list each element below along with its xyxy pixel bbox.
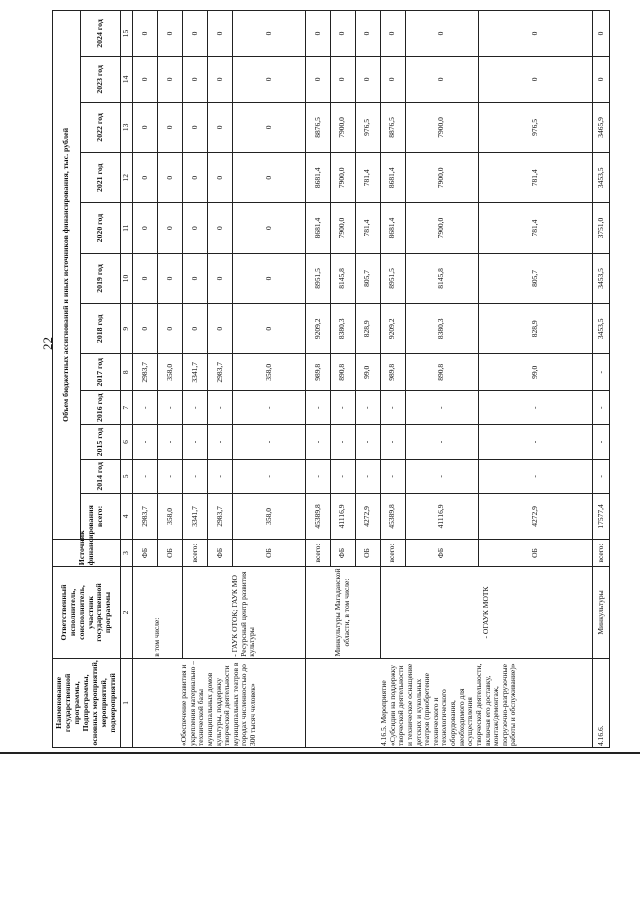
value-cell: 0 [232,153,305,203]
header-year: 2015 год [81,425,121,459]
value-cell: - [133,425,158,459]
value-cell: - [405,459,478,493]
header-year: 2017 год [81,354,121,391]
value-cell: - [157,425,182,459]
value-cell: 0 [133,253,158,303]
value-cell: 2983,7 [133,354,158,391]
value-cell: 7900,0 [330,102,355,152]
value-cell: 0 [133,304,158,354]
header-year: 2023 год [81,56,121,102]
header-total: всего: [81,494,121,540]
executor-cell: Минкультуры [593,567,610,659]
value-cell: 8681,4 [380,203,405,253]
value-cell: - [355,425,380,459]
value-cell: - [405,425,478,459]
value-cell: 890,8 [405,354,478,391]
value-cell: 828,9 [355,304,380,354]
value-cell: 7900,0 [330,153,355,203]
col-number: 14 [121,56,133,102]
value-cell: 99,0 [355,354,380,391]
value-cell: 2983,7 [207,354,232,391]
executor-cell: в том числе: [133,567,183,659]
total-cell: 2983,7 [133,494,158,540]
value-cell: - [305,425,330,459]
value-cell: - [232,459,305,493]
source-cell: ФБ [207,539,232,566]
value-cell: - [330,425,355,459]
value-cell: 0 [330,11,355,57]
value-cell: - [330,459,355,493]
col-number: 3 [121,539,133,566]
value-cell: 0 [207,153,232,203]
value-cell: 0 [133,56,158,102]
value-cell: 8951,5 [380,253,405,303]
value-cell: - [157,391,182,425]
value-cell: 0 [133,203,158,253]
value-cell: 0 [157,304,182,354]
value-cell: 0 [330,56,355,102]
col-number: 4 [121,494,133,540]
col-number: 1 [121,658,133,747]
total-cell: 41116,9 [330,494,355,540]
value-cell: 0 [157,203,182,253]
value-cell: 3453,5 [593,153,610,203]
value-cell: 358,0 [232,354,305,391]
value-cell: - [207,391,232,425]
header-year: 2022 год [81,102,121,152]
value-cell: 8145,8 [405,253,478,303]
value-cell: 0 [207,304,232,354]
value-cell: 3751,0 [593,203,610,253]
total-cell: 4272,9 [478,494,593,540]
value-cell: - [380,425,405,459]
executor-cell: - ОГАУК МОТК [380,567,592,659]
value-cell: 0 [157,11,182,57]
value-cell: 0 [478,11,593,57]
total-cell: 3341,7 [182,494,207,540]
value-cell: 0 [593,56,610,102]
value-cell: 8681,4 [305,153,330,203]
header-year: 2014 год [81,459,121,493]
value-cell: - [478,391,593,425]
value-cell: 0 [405,56,478,102]
value-cell: 0 [593,11,610,57]
value-cell: - [305,459,330,493]
value-cell: - [182,459,207,493]
header-year: 2020 год [81,203,121,253]
value-cell: - [330,391,355,425]
value-cell: - [593,391,610,425]
value-cell: 7900,0 [405,102,478,152]
value-cell: 3453,5 [593,304,610,354]
value-cell: - [593,425,610,459]
page-bottom-rule [0,752,640,754]
program-name-cell: «Обеспечение развития и укрепления материально – технической базы муниципальных домов культуры, поддержку творческой деятельности муниципальных театров в городах численностью до 300 тысяч человек» [133,658,306,747]
value-cell: 0 [207,56,232,102]
source-cell: ОБ [232,539,305,566]
value-cell: 989,8 [305,354,330,391]
total-cell: 4272,9 [355,494,380,540]
value-cell: 0 [182,253,207,303]
value-cell: 0 [405,11,478,57]
header-year: 2024 год [81,11,121,57]
header-executor: Ответственный исполнитель, соисполнитель, участник государственной программы [53,567,121,659]
value-cell: - [355,459,380,493]
value-cell: 0 [182,11,207,57]
value-cell: 0 [380,11,405,57]
value-cell: 0 [157,153,182,203]
value-cell: - [207,459,232,493]
value-cell: - [593,459,610,493]
value-cell: - [478,425,593,459]
value-cell: 8681,4 [380,153,405,203]
value-cell: - [133,391,158,425]
value-cell: - [405,391,478,425]
value-cell: 805,7 [355,253,380,303]
value-cell: 0 [133,153,158,203]
value-cell: 0 [207,203,232,253]
value-cell: - [380,459,405,493]
value-cell: 7900,0 [330,203,355,253]
value-cell: 0 [478,56,593,102]
value-cell: 890,8 [330,354,355,391]
value-cell: - [232,391,305,425]
value-cell: 0 [232,102,305,152]
value-cell: 0 [157,56,182,102]
header-year: 2018 год [81,304,121,354]
value-cell: 0 [157,102,182,152]
financing-table [52,10,610,748]
value-cell: 9209,2 [380,304,405,354]
total-cell: 358,0 [232,494,305,540]
value-cell: 0 [157,253,182,303]
value-cell: 0 [182,153,207,203]
total-cell: 41116,9 [405,494,478,540]
value-cell: 0 [207,253,232,303]
executor-cell: Минкультуры Магаданской области, в том числе: [305,567,380,659]
value-cell: 805,7 [478,253,593,303]
value-cell: 8145,8 [330,253,355,303]
value-cell: 3453,5 [593,253,610,303]
value-cell: 0 [207,11,232,57]
col-number: 8 [121,354,133,391]
col-number: 13 [121,102,133,152]
col-number: 2 [121,567,133,659]
value-cell: 3465,9 [593,102,610,152]
value-cell: 358,0 [157,354,182,391]
value-cell: 0 [355,56,380,102]
value-cell: 0 [305,56,330,102]
program-name-cell: 4.16.6. [593,658,610,747]
value-cell: 781,4 [355,203,380,253]
source-cell: всего: [182,539,207,566]
col-number: 7 [121,391,133,425]
header-funding-title: Объем бюджетных ассигнований и иных источников финансирования, тыс. рублей [53,11,81,540]
value-cell: 99,0 [478,354,593,391]
source-cell: ОБ [478,539,593,566]
col-number: 6 [121,425,133,459]
value-cell: 3341,7 [182,354,207,391]
source-cell: ФБ [405,539,478,566]
value-cell: 0 [182,102,207,152]
col-number: 5 [121,459,133,493]
value-cell: 0 [182,304,207,354]
value-cell: 8380,3 [405,304,478,354]
total-cell: 45389,8 [305,494,330,540]
value-cell: - [182,425,207,459]
col-number: 11 [121,203,133,253]
value-cell: 0 [182,203,207,253]
source-cell: ФБ [133,539,158,566]
value-cell: - [207,425,232,459]
value-cell: 8951,5 [305,253,330,303]
value-cell: 0 [355,11,380,57]
value-cell: 0 [232,304,305,354]
value-cell: 0 [232,203,305,253]
value-cell: 0 [207,102,232,152]
header-year: 2021 год [81,153,121,203]
value-cell: 9209,2 [305,304,330,354]
value-cell: 0 [133,102,158,152]
value-cell: 0 [232,56,305,102]
value-cell: - [593,354,610,391]
value-cell: 781,4 [478,153,593,203]
col-number: 12 [121,153,133,203]
header-year: 2016 год [81,391,121,425]
value-cell: 8380,3 [330,304,355,354]
value-cell: 0 [133,11,158,57]
value-cell: 976,5 [478,102,593,152]
source-cell: всего: [380,539,405,566]
value-cell: 0 [182,56,207,102]
col-number: 10 [121,253,133,303]
total-cell: 2983,7 [207,494,232,540]
value-cell: - [232,425,305,459]
total-cell: 45389,8 [380,494,405,540]
value-cell: - [182,391,207,425]
page-number: 22 [40,337,55,350]
value-cell: - [133,459,158,493]
source-cell: ФБ [330,539,355,566]
value-cell: 7900,0 [405,153,478,203]
value-cell: - [380,391,405,425]
source-cell: всего: [305,539,330,566]
header-name: Наименование государственной программы, Подпрограммы, основных мероприятий, мероприятий, подмероприятий [53,658,121,747]
total-cell: 358,0 [157,494,182,540]
header-year: 2019 год [81,253,121,303]
total-cell: 17577,4 [593,494,610,540]
source-cell: ОБ [355,539,380,566]
value-cell: 0 [305,11,330,57]
value-cell: - [355,391,380,425]
source-cell: всего: [593,539,610,566]
value-cell: 8876,5 [380,102,405,152]
executor-cell: - ГАУК ОТОК; ГАУК МО Ресурсный центр развития культуры [182,567,305,659]
value-cell: - [157,459,182,493]
program-name-cell: 4.16.5. Мероприятие «Субсидии на поддержку творческой деятельности и техническое оснащение детских и кукольных театров (приобретение технического и технологического оборудования, необходимого для осуществления творческой деятельности, включая его доставку, монтаж/демонтаж, погрузочно-разгрузочные работы и обслуживание)» [305,658,592,747]
header-source: Источник финансирования [53,539,121,566]
value-cell: - [478,459,593,493]
value-cell: - [305,391,330,425]
value-cell: 781,4 [355,153,380,203]
col-number: 9 [121,304,133,354]
value-cell: 0 [380,56,405,102]
col-number: 15 [121,11,133,57]
value-cell: 781,4 [478,203,593,253]
table-container [52,10,610,748]
value-cell: 8876,5 [305,102,330,152]
value-cell: 0 [232,11,305,57]
value-cell: 828,9 [478,304,593,354]
value-cell: 8681,4 [305,203,330,253]
value-cell: 7900,0 [405,203,478,253]
value-cell: 976,5 [355,102,380,152]
source-cell: ОБ [157,539,182,566]
value-cell: 0 [232,253,305,303]
value-cell: 989,8 [380,354,405,391]
